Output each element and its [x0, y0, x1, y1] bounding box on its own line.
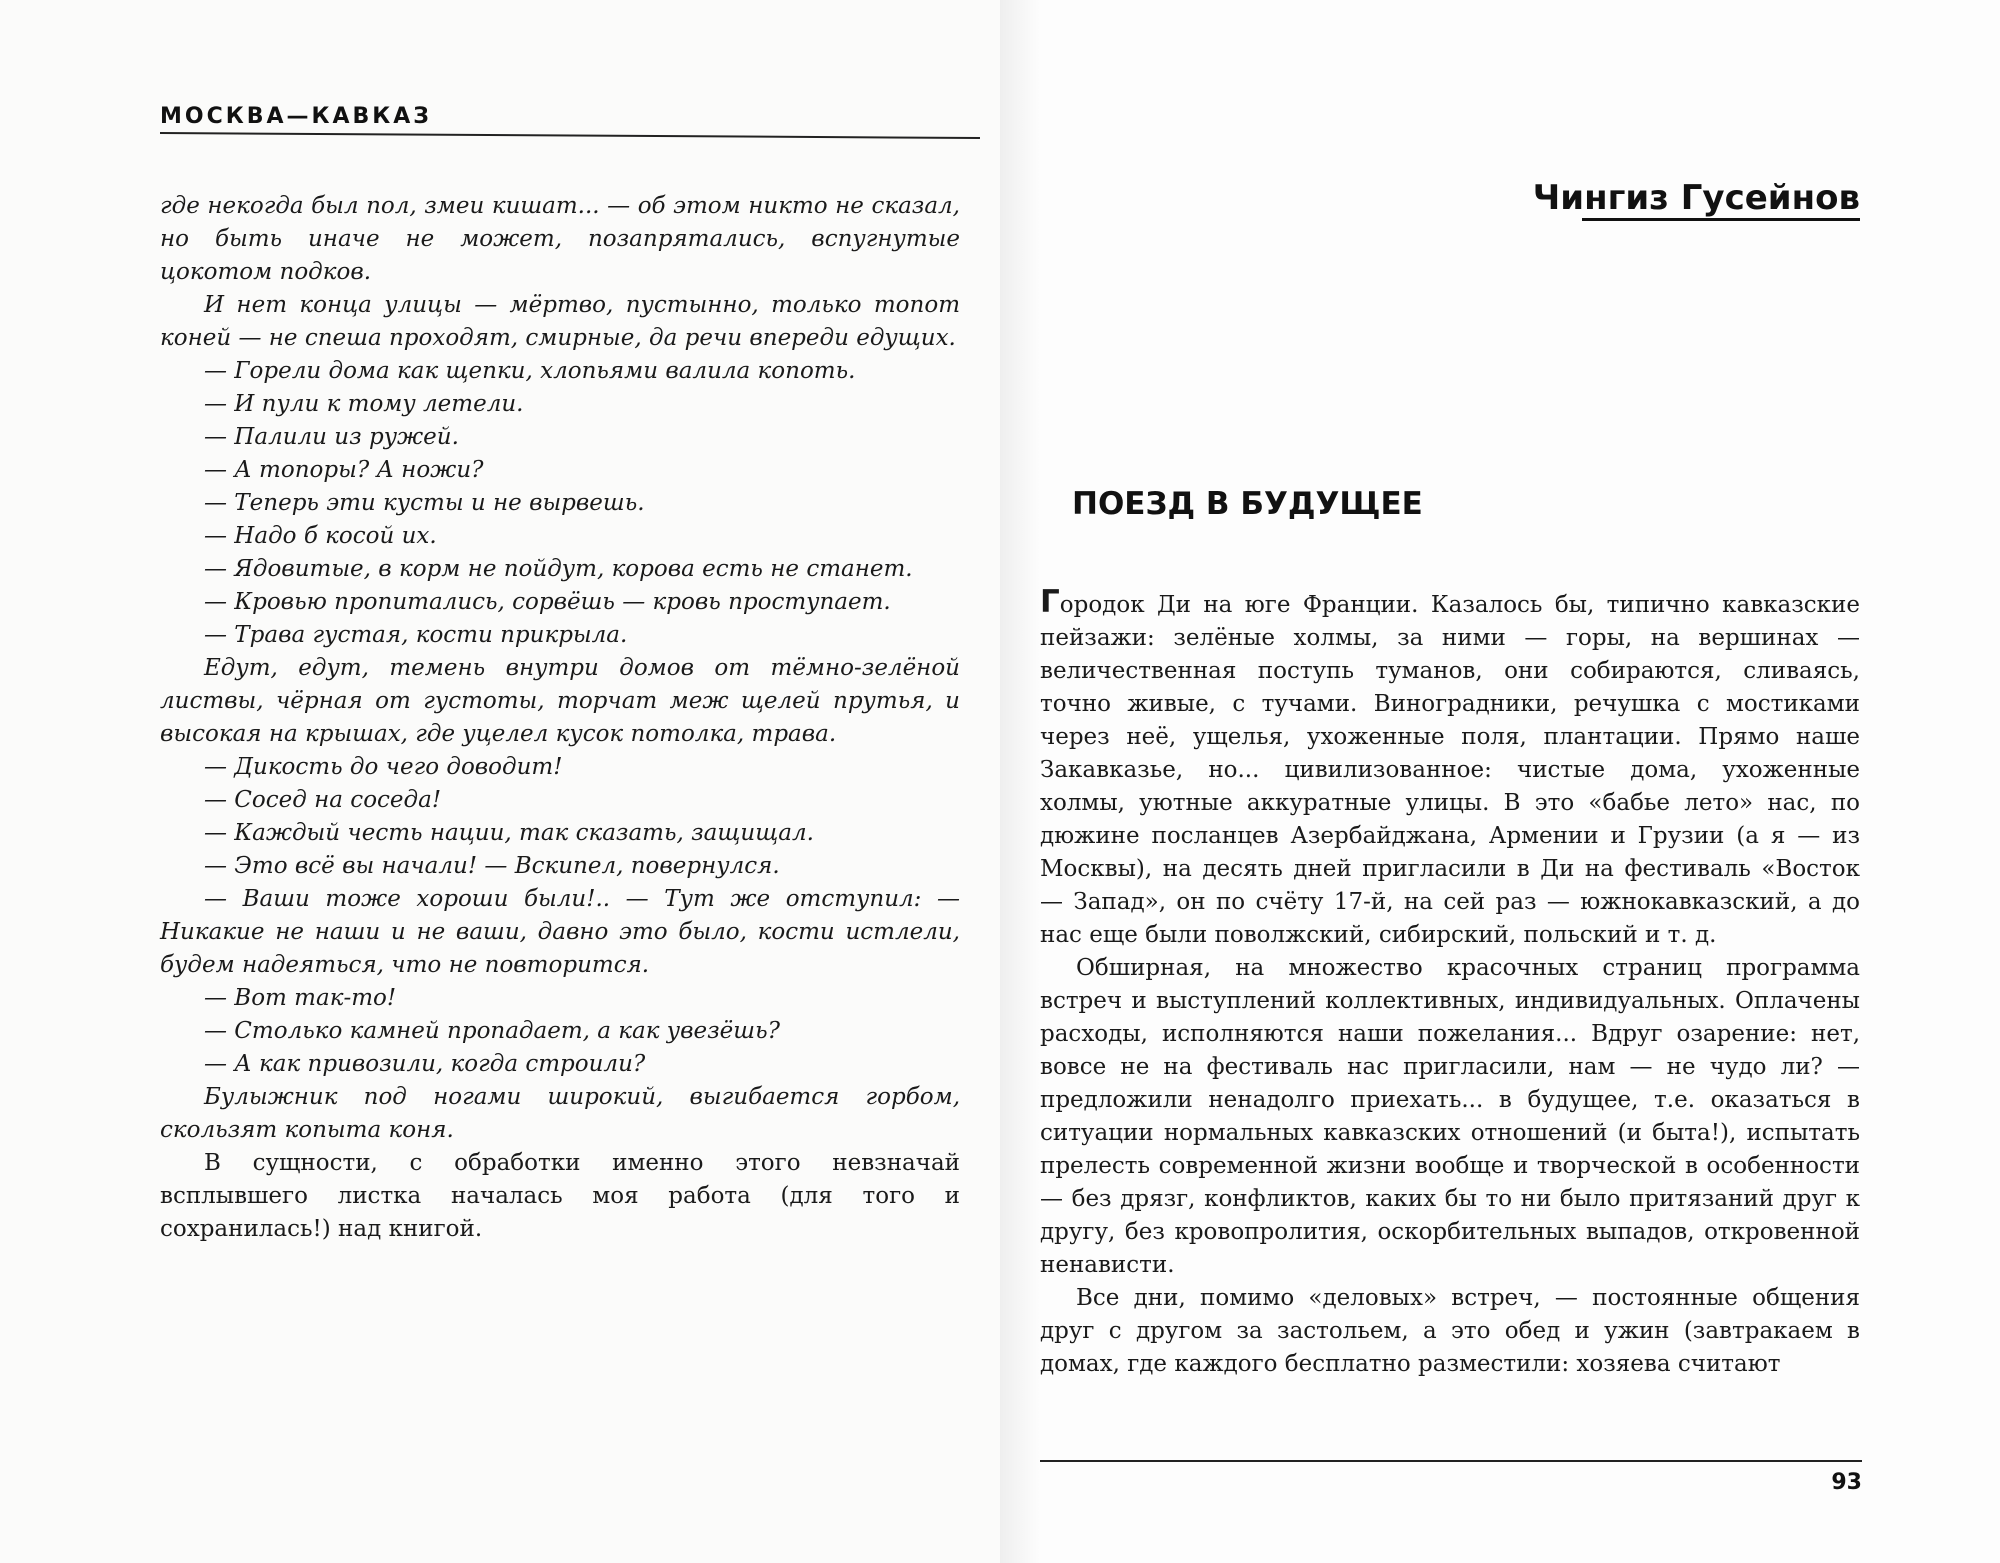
paragraph: — Вот так-то! — [204, 985, 397, 1011]
author-name: Чингиз Гусейнов — [1532, 178, 1860, 218]
paragraph: Все дни, помимо «деловых» встреч, — постоянные общения друг с другом за застольем, а это обед и ужин (завтракаем в домах, где каждого бесплатно разместили: хозяева считают — [1040, 1285, 1860, 1377]
paragraph: — Ваши тоже хороши были!.. — Тут же отступил: — Никакие не наши и не ваши, давно это было, кости истлели, будем надеяться, что не повторится. — [160, 886, 960, 978]
paragraph: — А как привозили, когда строили? — [204, 1051, 646, 1077]
paragraph: И нет конца улицы — мёртво, пустынно, только топот коней — не спеша проходят, смирные, да речи впереди едущих. — [160, 292, 960, 351]
paragraph: — Надо б косой их. — [204, 523, 437, 549]
paragraph: — А топоры? А ножи? — [204, 457, 484, 483]
paragraph: — Каждый честь нации, так сказать, защищал. — [204, 820, 814, 846]
paragraph: Булыжник под ногами широкий, выгибается горбом, скользят копыта коня. — [160, 1084, 960, 1143]
first-paragraph — [1040, 586, 1860, 952]
paragraph: Обширная, на множество красочных страниц программа встреч и выступлений коллективных, индивидуальных. Оплачены расходы, исполняются наши пожелания... Вдруг озарение: нет, вовсе не на фестиваль нас пригласили, нам — не чудо ли? — предложили ненадолго приехать... в будущее, т.е. оказаться в ситуации нормальных кавказских отношений (и быта!), испытать прелесть современной жизни вообще и творческой в особенности — без дрязг, конфликтов, каких бы то ни было притязаний друг к другу, без кровопролития, оскорбительных выпадов, откровенной ненависти. — [1040, 955, 1860, 1278]
book-gutter-shadow — [1000, 0, 1040, 1563]
paragraph: — Дикость до чего доводит! — [204, 754, 563, 780]
paragraph: — Теперь эти кусты и не вырвешь. — [204, 490, 645, 516]
paragraph: — Горели дома как щепки, хлопьями валила копоть. — [204, 358, 856, 384]
drop-letter: Г — [1040, 584, 1060, 620]
first-paragraph-text: ородок Ди на юге Франции. Казалось бы, типично кавказские пейзажи: зелёные холмы, за ними — горы, на вершинах — величественная поступь туманов, они собираются, сливаясь, точно живые, с тучами. Виноградники, речушка с мостиками через неё, ущелья, ухоженные поля, плантации. Прямо наше Закавказье, но... цивилизованное: чистые дома, ухоженные холмы, уютные аккуратные улицы. В это «бабье лето» нас, по дюжине посланцев Азербайджана, Армении и Грузии (а я — из Москвы), на десять дней пригласили в Ди на фестиваль «Восток — Запад», он по счёту 17-й, на сей раз — южнокавказский, а до нас еще были поволжский, сибирский, польский и т. д. — [1040, 592, 1860, 948]
paragraph: — Это всё вы начали! — Вскипел, повернулся. — [204, 853, 780, 879]
author-underline — [1582, 218, 1860, 221]
chapter-title: ПОЕЗД В БУДУЩЕЕ — [1072, 486, 1423, 522]
page-number: 93 — [1831, 1470, 1862, 1495]
running-head: МОСКВА—КАВКАЗ — [160, 104, 432, 129]
header-rule — [160, 132, 980, 139]
paragraph: — Ядовитые, в корм не пойдут, корова есть не станет. — [204, 556, 913, 582]
paragraph: — Палили из ружей. — [204, 424, 459, 450]
footer-rule — [1040, 1460, 1862, 1462]
paragraph: — Кровью пропитались, сорвёшь — кровь проступает. — [204, 589, 891, 615]
paragraph: — И пули к тому летели. — [204, 391, 524, 417]
paragraph: — Столько камней пропадает, а как увезёшь? — [204, 1018, 780, 1044]
paragraph: В сущности, с обработки именно этого невзначай всплывшего листка началась моя работа (для того и сохранилась!) над книгой. — [160, 1150, 960, 1242]
right-text-column — [1040, 586, 1860, 1381]
paragraph: — Сосед на соседа! — [204, 787, 442, 813]
paragraph: — Трава густая, кости прикрыла. — [204, 622, 628, 648]
left-text-column — [160, 190, 960, 1246]
paragraph: Едут, едут, темень внутри домов от тёмно-зелёной листвы, чёрная от густоты, торчат меж щелей прутья, и высокая на крышах, где уцелел кусок потолка, трава. — [160, 655, 960, 747]
paragraph: где некогда был пол, змеи кишат... — об этом никто не сказал, но быть иначе не может, позапрятались, вспугнутые цокотом подков. — [160, 193, 960, 285]
